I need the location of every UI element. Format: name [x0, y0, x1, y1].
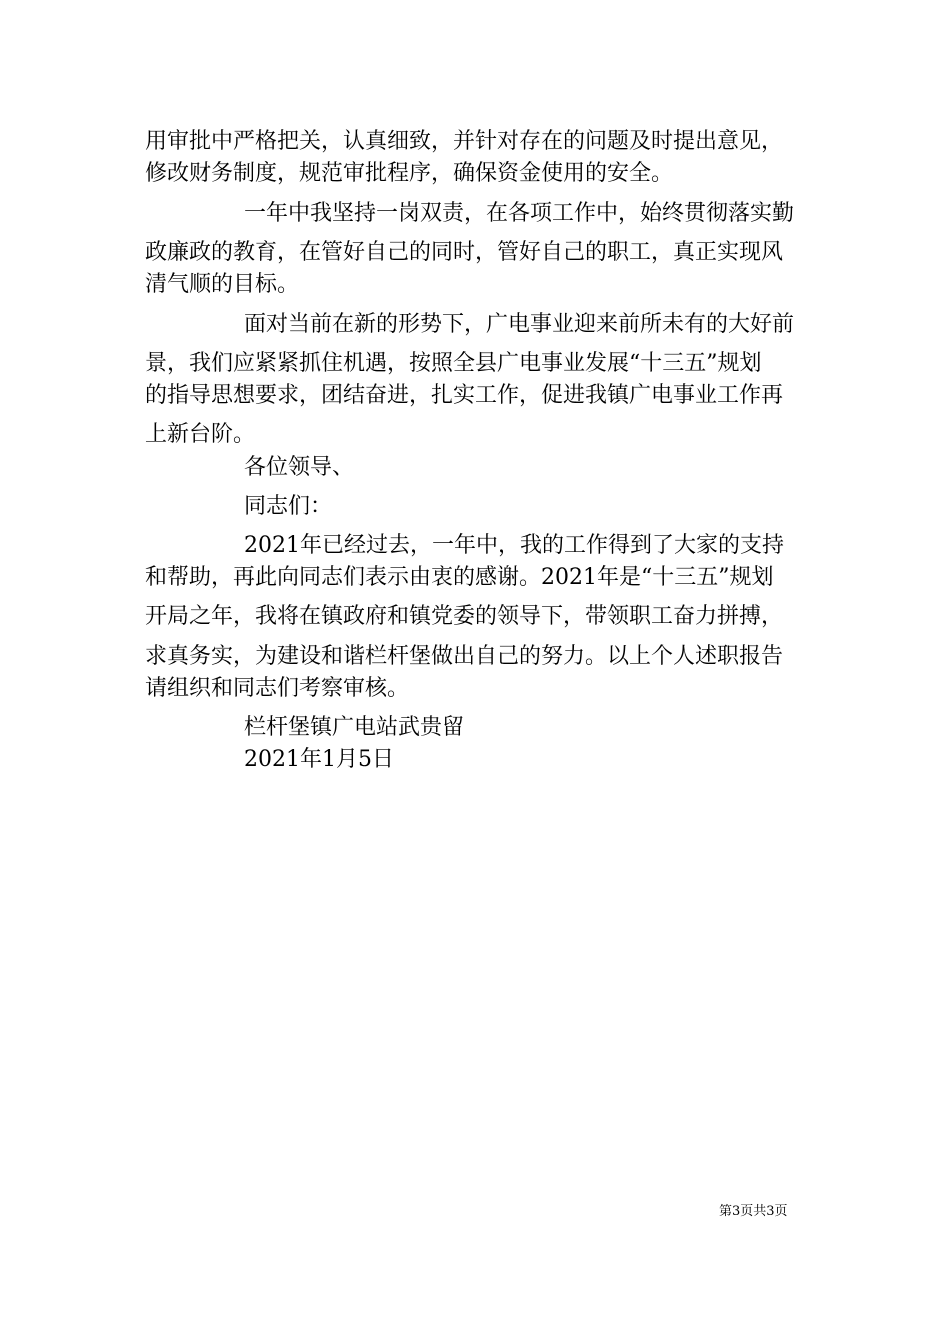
salutation-line: 同志们：	[244, 494, 333, 519]
page-number: 第3页共3页	[719, 1204, 788, 1219]
text-line: 的指导思想要求，团结奋进，扎实工作，促进我镇广电事业工作再	[145, 383, 784, 408]
text-line: 修改财务制度，规范审批程序，确保资金使用的安全。	[145, 161, 674, 186]
date-line: 2021年1月5日	[244, 747, 394, 772]
text-line: 开局之年，我将在镇政府和镇党委的领导下，带领职工奋力拼搏，	[145, 604, 784, 629]
text-line: 政廉政的教育，在管好自己的同时，管好自己的职工，真正实现风	[145, 240, 784, 265]
text-line: 清气顺的目标。	[145, 272, 300, 297]
text-line: 面对当前在新的形势下，广电事业迎来前所未有的大好前	[244, 312, 795, 337]
signature-line: 栏杆堡镇广电站武贵留	[244, 715, 465, 740]
salutation-line: 各位领导、	[244, 455, 355, 480]
text-line: 用审批中严格把关，认真细致，并针对存在的问题及时提出意见，	[145, 129, 784, 154]
text-line: 2021年已经过去，一年中，我的工作得到了大家的支持	[244, 533, 784, 558]
text-line: 景，我们应紧紧抓住机遇，按照全县广电事业发展“十三五”规划	[145, 351, 762, 376]
text-line: 请组织和同志们考察审核。	[145, 676, 410, 701]
text-line: 和帮助，再此向同志们表示由衷的感谢。2021年是“十三五”规划	[145, 565, 774, 590]
text-line: 一年中我坚持一岗双责，在各项工作中，始终贯彻落实勤	[244, 201, 795, 226]
text-line: 求真务实，为建设和谐栏杆堡做出自己的努力。以上个人述职报告	[145, 644, 784, 669]
text-line: 上新台阶。	[145, 422, 256, 447]
